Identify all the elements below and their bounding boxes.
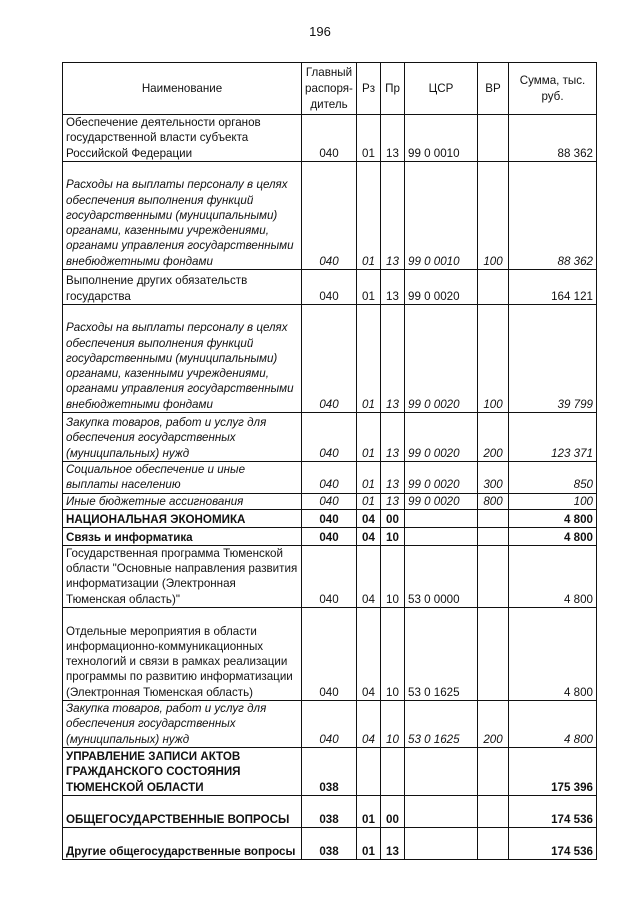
row-name: Отдельные мероприятия в области информационно-коммуникационных технологий и связи в рамках реализации программы по развитию информатизации (Электронная Тюменская область) — [63, 608, 302, 701]
row-sum: 174 536 — [509, 828, 597, 860]
row-csr: 99 0 0010 — [405, 115, 478, 162]
row-glav: 040 — [302, 413, 357, 462]
table-row — [63, 796, 597, 828]
table-row — [63, 701, 597, 748]
row-pr: 00 — [381, 509, 405, 527]
row-csr: 99 0 0020 — [405, 305, 478, 413]
row-vr — [478, 608, 509, 701]
row-rz: 01 — [357, 493, 381, 509]
header-pr: Пр — [381, 63, 405, 115]
row-sum: 123 371 — [509, 413, 597, 462]
row-rz: 01 — [357, 270, 381, 305]
row-rz — [357, 748, 381, 796]
row-csr — [405, 748, 478, 796]
row-csr: 99 0 0020 — [405, 493, 478, 509]
row-csr: 53 0 1625 — [405, 701, 478, 748]
row-pr: 13 — [381, 828, 405, 860]
header-sum: Сумма, тыс. руб. — [509, 63, 597, 115]
row-vr — [478, 748, 509, 796]
row-glav: 040 — [302, 462, 357, 494]
row-rz: 01 — [357, 462, 381, 494]
row-pr: 10 — [381, 545, 405, 607]
row-csr: 99 0 0020 — [405, 270, 478, 305]
row-sum: 175 396 — [509, 748, 597, 796]
row-sum: 88 362 — [509, 162, 597, 270]
header-row — [63, 63, 597, 115]
row-csr: 53 0 1625 — [405, 608, 478, 701]
row-sum: 4 800 — [509, 608, 597, 701]
page-number: 196 — [309, 24, 331, 39]
row-glav: 040 — [302, 509, 357, 527]
table-row — [63, 462, 597, 494]
row-pr: 10 — [381, 701, 405, 748]
row-sum: 4 800 — [509, 509, 597, 527]
table-row — [63, 527, 597, 545]
row-sum: 164 121 — [509, 270, 597, 305]
row-vr — [478, 509, 509, 527]
header-name: Наименование — [63, 63, 302, 115]
row-vr — [478, 796, 509, 828]
row-glav: 040 — [302, 545, 357, 607]
row-pr: 13 — [381, 270, 405, 305]
row-name: НАЦИОНАЛЬНАЯ ЭКОНОМИКА — [63, 509, 302, 527]
row-rz: 04 — [357, 608, 381, 701]
row-sum: 100 — [509, 493, 597, 509]
table-row — [63, 162, 597, 270]
row-name: Закупка товаров, работ и услуг для обеспечения государственных (муниципальных) нужд — [63, 413, 302, 462]
header-vr: ВР — [478, 63, 509, 115]
row-csr — [405, 828, 478, 860]
table-row — [63, 270, 597, 305]
row-pr: 13 — [381, 115, 405, 162]
row-rz: 01 — [357, 413, 381, 462]
row-glav: 038 — [302, 828, 357, 860]
row-pr: 13 — [381, 462, 405, 494]
row-glav: 040 — [302, 305, 357, 413]
row-vr — [478, 115, 509, 162]
row-sum: 39 799 — [509, 305, 597, 413]
row-csr — [405, 509, 478, 527]
row-name: Государственная программа Тюменской области "Основные направления развития информатизации (Электронная Тюменская область)" — [63, 545, 302, 607]
row-csr — [405, 796, 478, 828]
table-row — [63, 305, 597, 413]
row-name: Связь и информатика — [63, 527, 302, 545]
row-name: Расходы на выплаты персоналу в целях обеспечения выполнения функций государственными (муниципальными) органами, казенными учреждениями, органами управления государственными внебюджетными фондами — [63, 305, 302, 413]
row-pr: 00 — [381, 796, 405, 828]
row-name: Расходы на выплаты персоналу в целях обеспечения выполнения функций государственными (муниципальными) органами, казенными учреждениями, органами управления государственными внебюджетными фондами — [63, 162, 302, 270]
row-glav: 038 — [302, 796, 357, 828]
row-name: УПРАВЛЕНИЕ ЗАПИСИ АКТОВ ГРАЖДАНСКОГО СОСТОЯНИЯ ТЮМЕНСКОЙ ОБЛАСТИ — [63, 748, 302, 796]
row-vr — [478, 270, 509, 305]
row-name: Социальное обеспечение и иные выплаты населению — [63, 462, 302, 494]
row-name: Другие общегосударственные вопросы — [63, 828, 302, 860]
row-vr: 200 — [478, 413, 509, 462]
row-glav: 040 — [302, 493, 357, 509]
row-glav: 040 — [302, 527, 357, 545]
row-vr: 200 — [478, 701, 509, 748]
row-rz: 04 — [357, 701, 381, 748]
row-rz: 04 — [357, 545, 381, 607]
table-row — [63, 748, 597, 796]
row-rz: 01 — [357, 162, 381, 270]
row-csr: 99 0 0020 — [405, 462, 478, 494]
table-row — [63, 608, 597, 701]
row-csr: 53 0 0000 — [405, 545, 478, 607]
row-glav: 040 — [302, 608, 357, 701]
row-pr: 10 — [381, 527, 405, 545]
row-glav: 038 — [302, 748, 357, 796]
row-vr — [478, 545, 509, 607]
row-vr — [478, 527, 509, 545]
row-name: Закупка товаров, работ и услуг для обеспечения государственных (муниципальных) нужд — [63, 701, 302, 748]
row-sum: 174 536 — [509, 796, 597, 828]
row-vr: 100 — [478, 162, 509, 270]
row-rz: 04 — [357, 527, 381, 545]
row-name: Обеспечение деятельности органов государственной власти субъекта Российской Федерации — [63, 115, 302, 162]
row-pr: 10 — [381, 608, 405, 701]
row-name: Выполнение других обязательств государства — [63, 270, 302, 305]
row-pr: 13 — [381, 413, 405, 462]
row-name: Иные бюджетные ассигнования — [63, 493, 302, 509]
table-row — [63, 115, 597, 162]
table-row — [63, 413, 597, 462]
header-glav: Главный распоря- дитель — [302, 63, 357, 115]
row-pr — [381, 748, 405, 796]
row-pr: 13 — [381, 493, 405, 509]
row-rz: 01 — [357, 796, 381, 828]
header-csr: ЦСР — [405, 63, 478, 115]
table-row — [63, 545, 597, 607]
table-row — [63, 828, 597, 860]
row-sum: 4 800 — [509, 701, 597, 748]
row-rz: 04 — [357, 509, 381, 527]
row-sum: 88 362 — [509, 115, 597, 162]
row-glav: 040 — [302, 701, 357, 748]
budget-table — [62, 62, 597, 860]
table-row — [63, 509, 597, 527]
header-rz: Рз — [357, 63, 381, 115]
row-csr: 99 0 0010 — [405, 162, 478, 270]
row-rz: 01 — [357, 305, 381, 413]
row-glav: 040 — [302, 270, 357, 305]
row-rz: 01 — [357, 828, 381, 860]
row-vr: 800 — [478, 493, 509, 509]
row-sum: 850 — [509, 462, 597, 494]
row-sum: 4 800 — [509, 545, 597, 607]
table-row — [63, 493, 597, 509]
row-pr: 13 — [381, 162, 405, 270]
row-sum: 4 800 — [509, 527, 597, 545]
row-name: ОБЩЕГОСУДАРСТВЕННЫЕ ВОПРОСЫ — [63, 796, 302, 828]
row-csr: 99 0 0020 — [405, 413, 478, 462]
row-vr: 100 — [478, 305, 509, 413]
row-glav: 040 — [302, 115, 357, 162]
row-vr — [478, 828, 509, 860]
row-glav: 040 — [302, 162, 357, 270]
row-rz: 01 — [357, 115, 381, 162]
row-csr — [405, 527, 478, 545]
row-pr: 13 — [381, 305, 405, 413]
row-vr: 300 — [478, 462, 509, 494]
